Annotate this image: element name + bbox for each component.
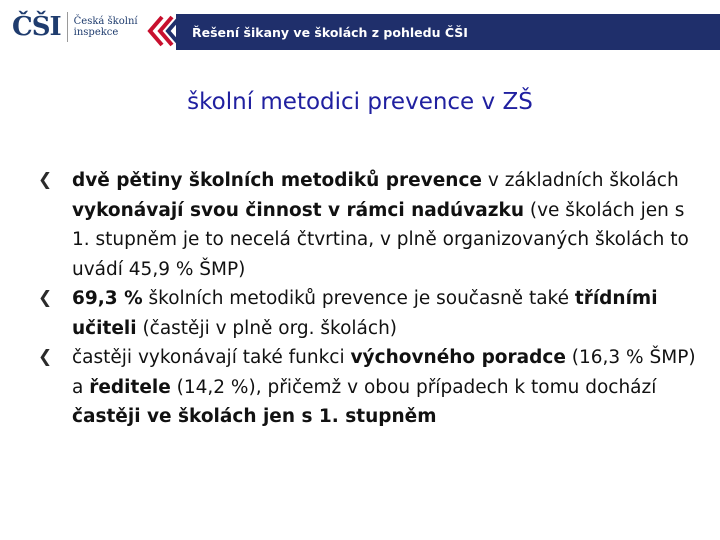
banner-title: Řešení šikany ve školách z pohledu ČŠI — [192, 24, 468, 40]
bullet-text: školních metodiků prevence je současně také — [142, 288, 575, 309]
bullet-text-bold: častěji ve školách jen s 1. stupněm — [72, 406, 437, 427]
bullet-item — [38, 166, 698, 284]
bullet-text-bold: třídními učiteli — [72, 288, 658, 339]
bullet-text: (14,2 %), přičemž v obou případech k tomu dochází — [170, 376, 657, 398]
logo-line-1: Česká školní — [73, 16, 138, 27]
bullet-text-bold: dvě pětiny školních metodiků prevence — [72, 170, 482, 191]
bullet-item — [38, 343, 698, 432]
logo-text — [74, 16, 138, 38]
header-banner — [176, 14, 720, 50]
bullet-text-bold: vykonávají svou činnost v rámci nadúvazku — [72, 199, 524, 221]
logo-line-2: inspekce — [73, 27, 119, 38]
logo-divider — [67, 12, 68, 42]
slide-title: školní metodici prevence v ZŠ — [187, 89, 533, 115]
logo-mark: ČŠI — [12, 12, 61, 42]
bullet-text: (častěji v plně org. školách) — [136, 317, 398, 339]
bullet-chevron-icon: ❮ — [38, 347, 53, 367]
bullet-chevron-icon: ❮ — [38, 170, 53, 190]
bullet-text-bold: ředitele — [89, 376, 171, 398]
bullet-text: (16,3 % ŠMP) a — [72, 347, 696, 398]
bullet-list — [38, 166, 698, 432]
bullet-text-bold: výchovného poradce — [350, 347, 566, 368]
bullet-text-bold: 69,3 % — [72, 288, 143, 309]
bullet-text: (ve školách jen s 1. stupněm je to necelá čtvrtina, v plně organizovaných školách to uvádí 45,9 % ŠMP) — [72, 199, 689, 280]
csi-logo — [12, 12, 138, 42]
bullet-item — [38, 284, 698, 343]
header — [0, 0, 720, 64]
bullet-chevron-icon: ❮ — [38, 288, 53, 308]
bullet-text: v základních školách — [481, 170, 679, 191]
bullet-text: častěji vykonávají také funkci — [72, 347, 351, 368]
chevrons-icon — [140, 14, 180, 48]
